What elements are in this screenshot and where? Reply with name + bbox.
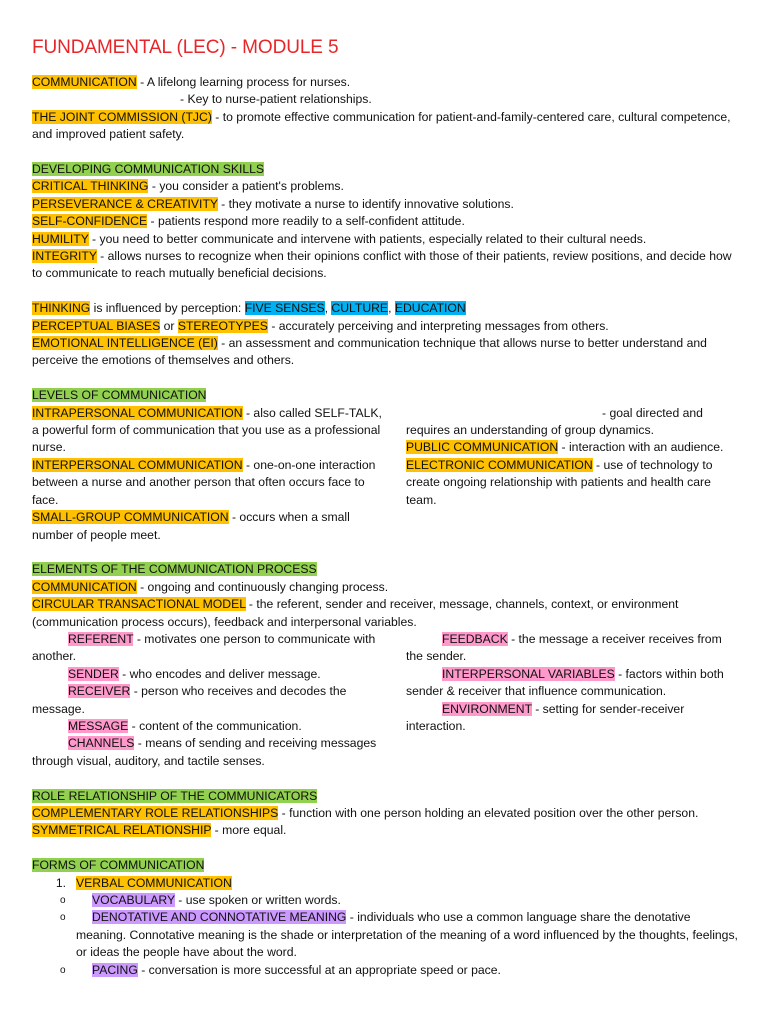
thinking-term: THINKING [32, 301, 91, 316]
levels-heading-line [32, 387, 738, 404]
thinking-text: is influenced by perception: [90, 301, 245, 316]
iv-def: - factors within both sender & receiver that influence communication. [406, 666, 724, 699]
ctm-def: - the referent, sender and receiver, message, channels, context, or environment (communication process occurs), feedback and interpersonal variables. [32, 597, 679, 629]
receiver-def: - person who receives and decodes the message. [32, 684, 347, 716]
roles-heading: ROLE RELATIONSHIP OF THE COMMUNICATORS [32, 788, 318, 803]
elec-def: - use of technology to create ongoing relationship with patients and health care team. [406, 457, 713, 507]
deno-def: - individuals who use a common language share the denotative meaning. Connotative meaning is the shade or interpretation of the meaning of a word influenced by the thoughts, feelings, or ideas the people have about the word. [76, 910, 738, 960]
inter-item [32, 457, 392, 509]
public-term: PUBLIC COMMUNICATION [406, 440, 559, 455]
levels-heading: LEVELS OF COMMUNICATION [32, 388, 207, 403]
sym-line [32, 822, 738, 839]
education-term: EDUCATION [394, 301, 466, 316]
elements-heading-line [32, 561, 738, 578]
intra-def: - also called SELF-TALK, a powerful form of communication that you use as a professional nurse. [32, 405, 382, 455]
public-item [406, 439, 738, 456]
skill-item [32, 196, 738, 213]
env-item [406, 701, 738, 736]
skill-item [32, 231, 738, 248]
communication-def: - A lifelong learning process for nurses. [136, 75, 351, 89]
numbered-item [32, 875, 738, 892]
forms-heading-line [32, 857, 738, 874]
tjc-term: THE JOINT COMMISSION (TJC) [32, 109, 212, 124]
intra-item [32, 405, 392, 457]
elements-right-column [406, 631, 738, 770]
sym-term: SYMMETRICAL RELATIONSHIP [32, 823, 212, 838]
ei-def: - an assessment and communication technique that allows nurse to better understand and perceive the emotions of themselves and others. [32, 336, 707, 368]
ctm-line [32, 596, 738, 631]
communication-def-2: - Key to nurse-patient relationships. [180, 92, 372, 107]
elements-columns [32, 631, 738, 770]
vocab-item [76, 892, 738, 909]
document-page [32, 36, 738, 979]
tjc-def: - to promote effective communication for patient-and-family-centered care, cultural competence, and improved patient safety. [32, 109, 731, 142]
referent-def: - motivates one person to communicate with another. [32, 631, 376, 664]
or-text: or [160, 318, 178, 333]
verbal-item [76, 875, 232, 892]
tjc-line [32, 109, 738, 144]
biases-term: PERCEPTUAL BIASES [32, 318, 161, 333]
biases-line [32, 318, 738, 335]
elements-comm-term: COMMUNICATION [32, 579, 137, 594]
feedback-term: FEEDBACK [442, 631, 508, 646]
skills-heading: DEVELOPING COMMUNICATION SKILLS [32, 162, 265, 177]
five-senses-term: FIVE SENSES [244, 301, 325, 316]
receiver-item [32, 683, 392, 718]
comma: , [388, 301, 395, 316]
ei-line [32, 335, 738, 370]
vocab-term: VOCABULARY [92, 893, 175, 907]
elements-comm-def: - ongoing and continuously changing process. [136, 579, 389, 594]
elements-left-column [32, 631, 392, 770]
skill-item [32, 248, 738, 283]
skill-def: - you need to better communicate and intervene with patients, especially related to their cultural needs. [88, 231, 647, 246]
levels-right-column [406, 405, 738, 544]
small-term: SMALL-GROUP COMMUNICATION [32, 510, 229, 525]
env-term: ENVIRONMENT [442, 701, 532, 716]
iv-item [406, 666, 738, 701]
forms-heading: FORMS OF COMMUNICATION [32, 858, 205, 873]
deno-item [76, 909, 738, 961]
sender-item [32, 666, 392, 683]
levels-left-column [32, 405, 392, 544]
roles-heading-line [32, 788, 738, 805]
small-def: - occurs when a small number of people meet. [32, 510, 350, 542]
comp-term: COMPLEMENTARY ROLE RELATIONSHIPS [32, 805, 279, 820]
sym-def: - more equal. [211, 823, 287, 838]
bullet-item [32, 892, 738, 909]
referent-term: REFERENT [68, 631, 134, 646]
ctm-term: CIRCULAR TRANSACTIONAL MODEL [32, 597, 246, 612]
skill-term: SELF-CONFIDENCE [32, 214, 148, 229]
skill-def: - allows nurses to recognize when their opinions conflict with those of their patients, review positions, and decide how to communicate to reach mutually beneficial decisions. [32, 249, 732, 281]
small-item [32, 509, 392, 544]
bullet-icon: o [60, 912, 66, 924]
referent-item [32, 631, 392, 666]
pacing-def: - conversation is more successful at an appropriate speed or pace. [137, 962, 501, 977]
communication-line [32, 74, 738, 91]
comma: , [324, 301, 332, 316]
bullet-icon: o [60, 895, 66, 906]
comp-def: - function with one person holding an elevated position over the other person. [278, 805, 699, 820]
vocab-def: - use spoken or written words. [174, 893, 341, 907]
elements-comm-line [32, 579, 738, 596]
pacing-item [76, 962, 738, 979]
verbal-term: VERBAL COMMUNICATION [76, 875, 232, 890]
thinking-line [32, 300, 738, 317]
pacing-term: PACING [92, 962, 138, 977]
skill-def: - you consider a patient's problems. [148, 179, 344, 194]
elements-heading: ELEMENTS OF THE COMMUNICATION PROCESS [32, 562, 317, 577]
ei-term: EMOTIONAL INTELLIGENCE (EI) [32, 336, 218, 351]
feedback-def: - the message a receiver receives from the sender. [406, 631, 722, 664]
skill-term: HUMILITY [32, 231, 89, 246]
group-def: - goal directed and requires an understanding of group dynamics. [406, 405, 703, 438]
skill-term: INTEGRITY [32, 249, 97, 264]
skill-item [32, 213, 738, 230]
skill-term: PERSEVERANCE & CREATIVITY [32, 196, 218, 211]
deno-term: DENOTATIVE AND CONNOTATIVE MEANING [92, 910, 347, 925]
channels-def: - means of sending and receiving messages through visual, auditory, and tactile senses. [32, 736, 377, 768]
skills-heading-line [32, 161, 738, 178]
sender-def: - who encodes and deliver message. [118, 666, 321, 681]
bullet-icon: o [60, 964, 66, 976]
sender-term: SENDER [68, 666, 119, 681]
culture-term: CULTURE [331, 301, 389, 316]
skill-def: - patients respond more readily to a self-confident attitude. [147, 214, 465, 229]
bullet-item [32, 909, 738, 961]
elec-term: ELECTRONIC COMMUNICATION [406, 457, 593, 472]
biases-def: - accurately perceiving and interpreting messages from others. [267, 318, 609, 333]
message-def: - content of the communication. [128, 718, 302, 733]
page-title: FUNDAMENTAL (LEC) - MODULE 5 [32, 37, 339, 58]
env-def: - setting for sender-receiver interaction. [406, 701, 685, 733]
inter-def: - one-on-one interaction between a nurse and another person that often occurs face to face. [32, 457, 376, 507]
list-number: 1. [55, 875, 66, 890]
skill-def: - they motivate a nurse to identify innovative solutions. [217, 196, 514, 211]
bullet-item [32, 962, 738, 979]
comp-line [32, 805, 738, 822]
receiver-term: RECEIVER [68, 684, 131, 699]
feedback-item [406, 631, 738, 666]
channels-item [32, 735, 392, 770]
public-def: - interaction with an audience. [558, 440, 724, 455]
communication-line-2 [32, 91, 738, 108]
inter-term: INTERPERSONAL COMMUNICATION [32, 457, 243, 472]
intra-term: INTRAPERSONAL COMMUNICATION [32, 405, 243, 420]
stereotypes-term: STEREOTYPES [177, 318, 268, 333]
skill-term: CRITICAL THINKING [32, 179, 149, 194]
message-term: MESSAGE [68, 718, 129, 733]
communication-term: COMMUNICATION [32, 75, 137, 89]
message-item [32, 718, 392, 735]
channels-term: CHANNELS [68, 736, 135, 751]
iv-term: INTERPERSONAL VARIABLES [442, 666, 615, 681]
elec-item [406, 457, 738, 509]
levels-columns [32, 405, 738, 544]
skill-item [32, 178, 738, 195]
group-continuation [406, 405, 738, 440]
